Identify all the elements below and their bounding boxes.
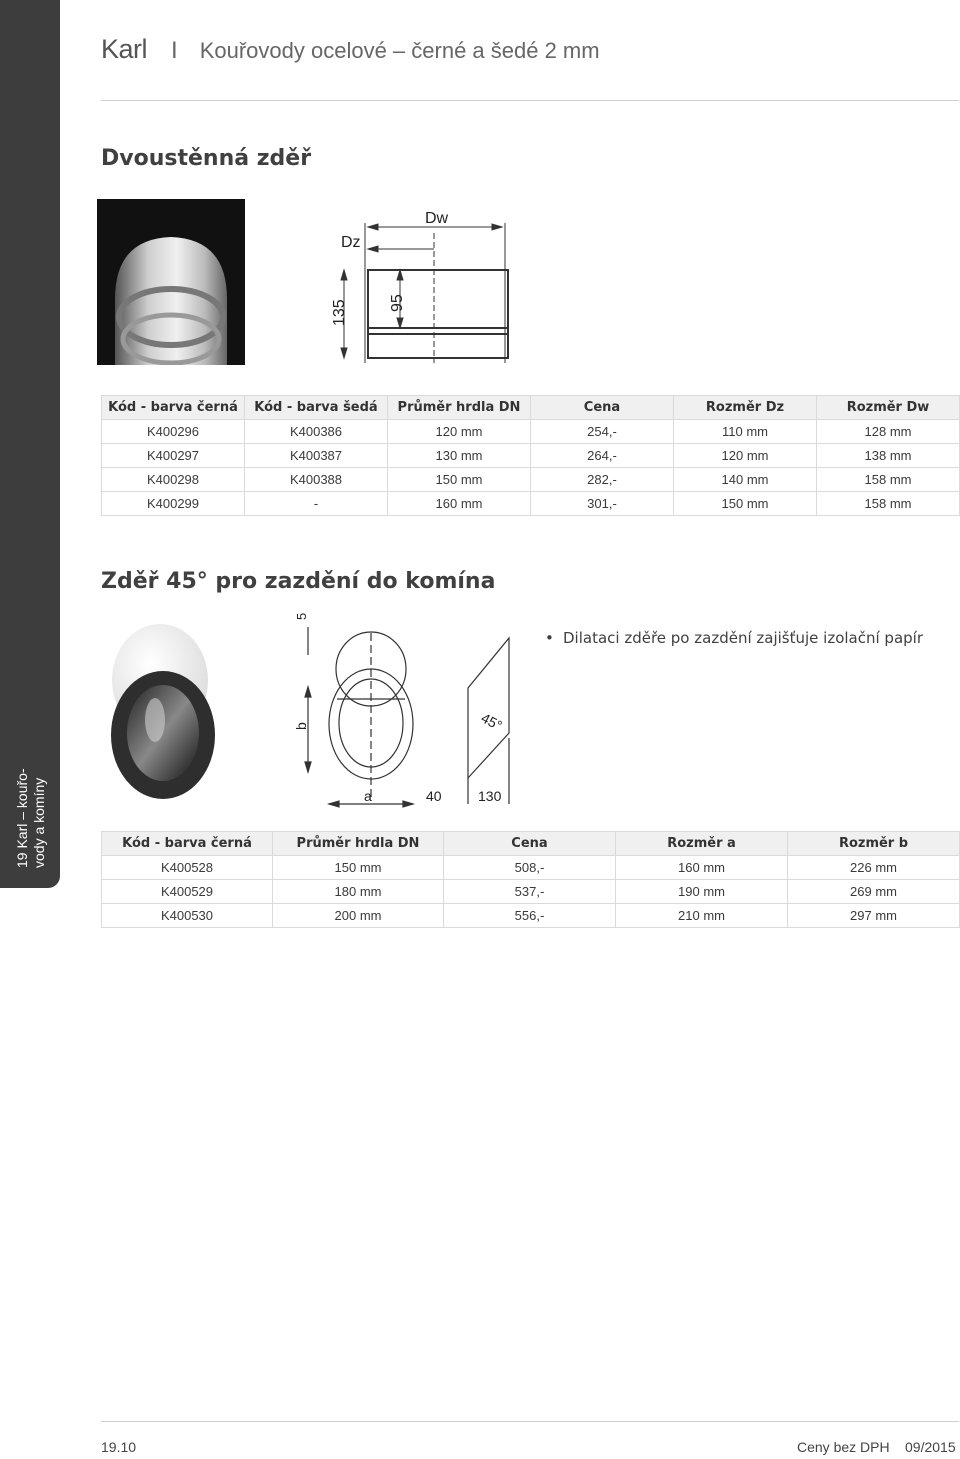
side-tab (0, 0, 60, 888)
side-tab-line-1: 19 Karl – kouřo- (14, 768, 30, 868)
product-photo-dvoustenna (97, 199, 245, 365)
table-cell: 190 mm (616, 880, 788, 904)
table-cell: 110 mm (674, 420, 817, 444)
table-row (102, 856, 960, 880)
technical-drawing-zder-45 (288, 605, 520, 810)
dim-95: 95 (389, 294, 406, 312)
section-title-zder-45: Zděř 45° pro zazdění do komína (101, 569, 496, 594)
table-cell: K400388 (245, 468, 388, 492)
col-header: Rozměr Dw (817, 396, 960, 420)
table-cell: 160 mm (616, 856, 788, 880)
table-cell: 537,- (444, 880, 616, 904)
table-cell: K400297 (102, 444, 245, 468)
table-row (102, 444, 960, 468)
table-cell: 128 mm (817, 420, 960, 444)
table-cell: 130 mm (388, 444, 531, 468)
col-header: Rozměr b (788, 832, 960, 856)
table-cell: K400530 (102, 904, 273, 928)
table-row (102, 468, 960, 492)
table-dvoustenna (101, 395, 960, 516)
side-tab-label (14, 728, 74, 868)
note-bullet (545, 629, 923, 647)
table-cell: K400528 (102, 856, 273, 880)
dim-45-angle: 45° (478, 709, 505, 734)
table-row (102, 880, 960, 904)
edition-date: 09/2015 (905, 1439, 956, 1455)
table-cell: K400529 (102, 880, 273, 904)
dim-5: 5 (294, 612, 309, 620)
table-cell: K400299 (102, 492, 245, 516)
side-tab-line-2: vody a komíny (31, 777, 47, 868)
table-cell: 150 mm (674, 492, 817, 516)
table-cell: K400296 (102, 420, 245, 444)
table-cell: 282,- (531, 468, 674, 492)
bullet-dot-icon: • (545, 629, 554, 647)
table-cell: 301,- (531, 492, 674, 516)
section-title-dvoustenna: Dvoustěnná zděř (101, 146, 312, 171)
table-cell: 180 mm (273, 880, 444, 904)
table-header-row (102, 396, 960, 420)
table-cell: 297 mm (788, 904, 960, 928)
dim-dz: Dz (341, 234, 361, 251)
table-cell: 254,- (531, 420, 674, 444)
dim-a: a (364, 788, 372, 804)
dim-130: 130 (478, 788, 502, 804)
page-header (101, 34, 600, 65)
table-cell: 210 mm (616, 904, 788, 928)
page-number: 19.10 (101, 1439, 137, 1455)
product-photo-zder-45 (105, 620, 225, 802)
table-row (102, 492, 960, 516)
table-cell: 120 mm (388, 420, 531, 444)
table-cell: 200 mm (273, 904, 444, 928)
note-text: Dilataci zděře po zazdění zajišťuje izolační papír (563, 629, 923, 647)
col-header: Rozměr Dz (674, 396, 817, 420)
dim-dw: Dw (425, 210, 449, 227)
table-cell: 556,- (444, 904, 616, 928)
dim-b: b (293, 722, 309, 730)
col-header: Průměr hrdla DN (273, 832, 444, 856)
table-cell: 264,- (531, 444, 674, 468)
table-cell: 160 mm (388, 492, 531, 516)
table-header-row (102, 832, 960, 856)
table-cell: 226 mm (788, 856, 960, 880)
page-title: Kouřovody ocelové – černé a šedé 2 mm (199, 38, 600, 63)
table-cell: 158 mm (817, 468, 960, 492)
col-header: Kód - barva černá (102, 396, 245, 420)
col-header: Kód - barva černá (102, 832, 273, 856)
table-cell: - (245, 492, 388, 516)
table-cell: 120 mm (674, 444, 817, 468)
footer-rule (101, 1421, 959, 1422)
table-cell: K400298 (102, 468, 245, 492)
table-cell: 138 mm (817, 444, 960, 468)
col-header: Průměr hrdla DN (388, 396, 531, 420)
table-cell: K400387 (245, 444, 388, 468)
dim-40: 40 (426, 788, 442, 804)
col-header: Kód - barva šedá (245, 396, 388, 420)
table-zder-45 (101, 831, 960, 928)
header-separator: I (171, 37, 178, 64)
col-header: Cena (444, 832, 616, 856)
table-cell: 140 mm (674, 468, 817, 492)
header-rule (101, 100, 959, 101)
table-row (102, 904, 960, 928)
table-cell: 158 mm (817, 492, 960, 516)
table-cell: 150 mm (273, 856, 444, 880)
price-note: Ceny bez DPH (797, 1439, 890, 1455)
technical-drawing-dvoustenna (322, 203, 522, 368)
table-row (102, 420, 960, 444)
col-header: Cena (531, 396, 674, 420)
col-header: Rozměr a (616, 832, 788, 856)
table-cell: 150 mm (388, 468, 531, 492)
table-cell: K400386 (245, 420, 388, 444)
dim-135: 135 (331, 299, 348, 326)
table-cell: 269 mm (788, 880, 960, 904)
brand-name: Karl (101, 34, 148, 64)
table-cell: 508,- (444, 856, 616, 880)
